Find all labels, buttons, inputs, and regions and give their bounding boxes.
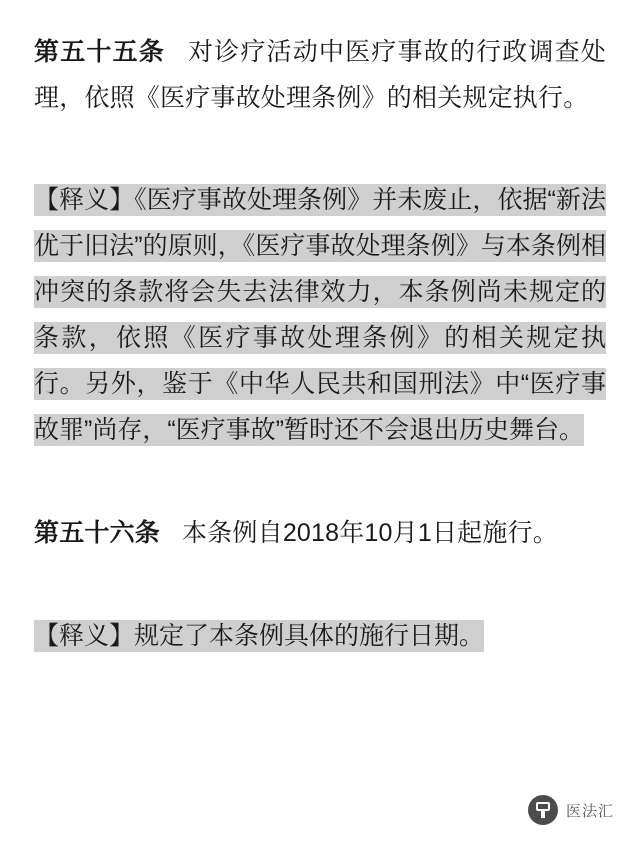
article-56-text: 本条例自2018年10月1日起施行。 (182, 519, 558, 547)
footer-brand (528, 795, 614, 825)
article-56 (34, 511, 606, 557)
article-55 (34, 30, 606, 121)
brand-name: 医法汇 (565, 802, 614, 820)
gloss-56-label: 【释义】 (34, 621, 135, 650)
gloss-55-label: 【释义】 (34, 186, 135, 214)
article-55-text: 对诊疗活动中医疗事故的行政调查处理，依照《医疗事故处理条例》的相关规定执行。 (34, 38, 606, 112)
gloss-56-text: 规定了本条例具体的施行日期。 (134, 621, 485, 650)
article-56-number: 第五十六条 (34, 519, 161, 547)
gloss-55 (34, 177, 606, 453)
lock-circle-icon (528, 795, 558, 825)
gloss-56 (34, 613, 606, 659)
article-55-number: 第五十五条 (34, 38, 165, 66)
gloss-55-text: 《医疗事故处理条例》并未废止，依据“新法优于旧法”的原则，《医疗事故处理条例》与本条例相冲突的条款将会失去法律效力，本条例尚未规定的条款，依照《医疗事故处理条例》的相关规定执行。另外，鉴于《中华人民共和国刑法》中“医疗事故罪”尚存，“医疗事故”暂时还不会退出历史舞台。 (34, 186, 606, 444)
